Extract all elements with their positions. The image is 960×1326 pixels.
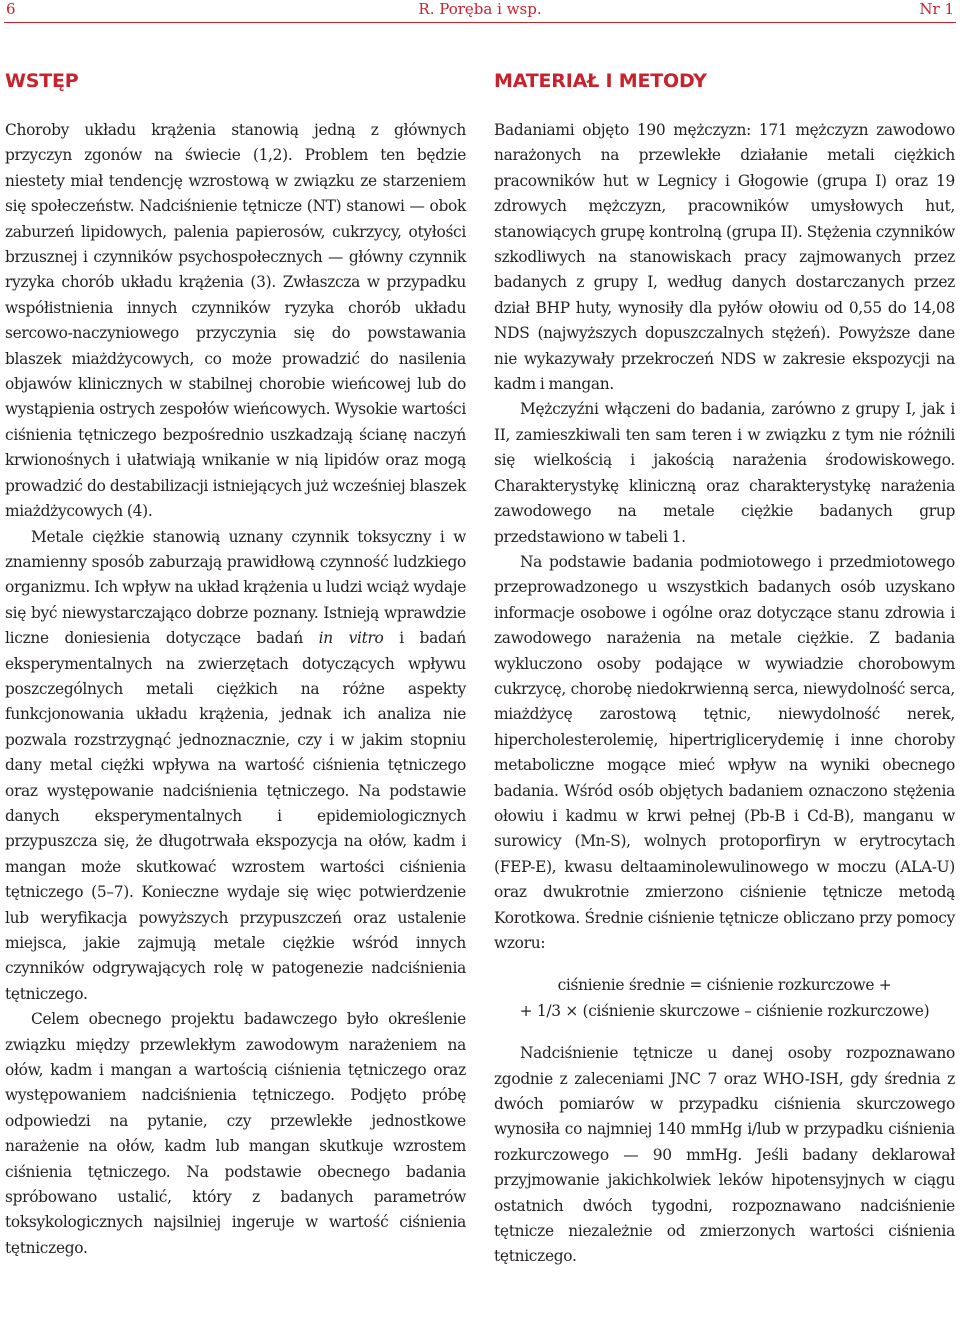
issue-number: Nr 1 — [919, 0, 954, 18]
formula-line: ciśnienie średnie = ciśnienie rozkurczowe + — [557, 976, 892, 995]
italic-term: in vitro — [318, 629, 384, 648]
running-title: R. Poręba i wsp. — [418, 0, 542, 18]
page-number: 6 — [6, 0, 16, 18]
text-span: Metale ciężkie stanowią uznany czynnik toksyczny i w znamienny sposób zaburzają prawidłową czynność ludzkiego organizmu. Ich wpływ na układ krążenia u ludzi wciąż wydaje się być niewystarczająco dobrze poznany. Istnieją wprawdzie liczne doniesienia dotyczące badań — [5, 527, 466, 648]
paragraph: Nadciśnienie tętnicze u danej osoby rozpoznawano zgodnie z zaleceniami JNC 7 oraz WHO-ISH, gdy średnia z dwóch pomiarów w przypadku ciśnienia skurczowego wynosiła co najmniej 140 mmHg i/lub w przypadku ciśnienia rozkurczowego — 90 mmHg. Jeśli badany deklarował przyjmowanie jakichkolwiek leków hipotensyjnych w ciągu ostatnich dwóch tygodni, rozpoznawano nadciśnienie tętnicze niezależnie od zmierzonych wartości ciśnienia tętniczego. — [494, 1044, 955, 1266]
paragraph: Na podstawie badania podmiotowego i przedmiotowego przeprowadzonego u wszystkich badanych osób uzyskano informacje osobowe i ogólne oraz dotyczące stanu zdrowia i zawodowego narażenia na metale ciężkie. Z badania wykluczono osoby podające w wywiadzie chorobowym cukrzycę, chorobę niedokrwienną serca, niewydolność serca, miażdżycę zarostową tętnic, niewydolność nerek, hipercholesterolemię, hipertriglicerydemię i inne choroby metaboliczne mogące mieć wpływ na wyniki obecnego badania. Wśród osób objętych badaniem oznaczono stężenia ołowiu i kadmu w krwi pełnej (Pb-B i Cd-B), manganu w surowicy (Mn-S), wolnych protoporfiryn w erytrocytach (FEP-E), kwasu deltaaminolewulinowego w moczu (ALA-U) oraz dwukrotnie zmierzono ciśnienie tętnicze metodą Korotkowa. Średnie ciśnienie tętnicze obliczano przy pomocy wzoru: — [494, 552, 955, 952]
paragraph: Choroby układu krążenia stanowią jedną z głównych przyczyn zgonów na świecie (1,2). Problem ten będzie niestety miał tendencję wzrostową w związku ze starzeniem się społeczeństw. Nadciśnienie tętnicze (NT) stanowi — obok zaburzeń lipidowych, palenia papierosów, cukrzycy, otyłości brzusznej i czynników psychospołecznych — główny czynnik ryzyka chorób układu krążenia (3). Zwłaszcza w przypadku współistnienia innych czynników ryzyka chorób układu sercowo-naczyniowego przyczynia się do powstawania blaszek miażdżycowych, co może prowadzić do nasilenia objawów klinicznych w stabilnej chorobie wieńcowej lub do wystąpienia ostrych zespołów wieńcowych. Wysokie wartości ciśnienia tętniczego bezpośrednio uszkadzają ścianę naczyń krwionośnych i ułatwiają wnikanie w nią lipidów oraz mogą prowadzić do destabilizacji istniejących już wcześniej blaszek miażdżycowych (4). — [5, 121, 466, 521]
page-header — [0, 0, 960, 22]
formula-line: + 1/3 × (ciśnienie skurczowe – ciśnienie rozkurczowe) — [519, 1001, 930, 1020]
section-heading-methods: MATERIAŁ I METODY — [494, 70, 707, 92]
text-span: i badań eksperymentalnych na zwierzętach dotyczących wpływu poszczególnych metali ciężkich na różne aspekty funkcjonowania układu krążenia, jednak ich analiza nie pozwala rozstrzygnąć jednoznacznie, czy i w jakim stopniu dany metal ciężki wpływa na wartość ciśnienia tętniczego oraz występowanie nadciśnienia tętniczego. Na podstawie danych eksperymentalnych i epidemiologicznych przypuszcza się, że długotrwała ekspozycja na ołów, kadm i mangan może skutkować wzrostem wartości ciśnienia tętniczego (5–7). Konieczne wydaje się więc potwierdzenie lub weryfikacja powyższych przypuszczeń oraz ustalenie miejsca, jakie zajmują metale ciężkie wśród innych czynników odgrywających rolę w patogenezie nadciśnienia tętniczego. — [5, 629, 466, 1003]
section-heading-introduction: WSTĘP — [5, 70, 79, 92]
paragraph — [5, 525, 466, 1008]
header-rule — [4, 22, 956, 23]
formula — [494, 973, 955, 1024]
left-column — [5, 66, 466, 1261]
right-column — [494, 66, 955, 1270]
paragraph: Badaniami objęto 190 mężczyzn: 171 mężczyzn zawodowo narażonych na przewlekłe działanie metali ciężkich pracowników hut w Legnicy i Głogowie (grupa I) oraz 19 zdrowych mężczyzn, pracowników umysłowych hut, stanowiących grupę kontrolną (grupa II). Stężenia czynników szkodliwych na stanowiskach pracy zajmowanych przez badanych z grupy I, według danych dostarczanych przez dział BHP huty, wynosiły dla pyłów ołowiu od 0,55 do 14,08 NDS (najwyższych dopuszczalnych stężeń). Powyższe dane nie wykazywały przekroczeń NDS w zakresie ekspozycji na kadm i mangan. — [494, 121, 955, 394]
paragraph: Celem obecnego projektu badawczego było określenie związku między przewlekłym zawodowym narażeniem na ołów, kadm i mangan a wartością ciśnienia tętniczego oraz występowaniem nadciśnienia tętniczego. Podjęto próbę odpowiedzi na pytanie, czy przewlekłe jednostkowe narażenie na ołów, kadm lub mangan skutkuje wzrostem ciśnienia tętniczego. Na podstawie obecnego badania spróbowano ustalić, który z badanych parametrów toksykologicznych najsilniej ingeruje w wartość ciśnienia tętniczego. — [5, 1010, 466, 1257]
paragraph: Mężczyźni włączeni do badania, zarówno z grupy I, jak i II, zamieszkiwali ten sam teren i w związku z tym nie różnili się wielkością i jakością narażenia środowiskowego. Charakterystykę kliniczną oraz charakterystykę narażenia zawodowego na metale ciężkie badanych grup przedstawiono w tabeli 1. — [494, 400, 955, 546]
